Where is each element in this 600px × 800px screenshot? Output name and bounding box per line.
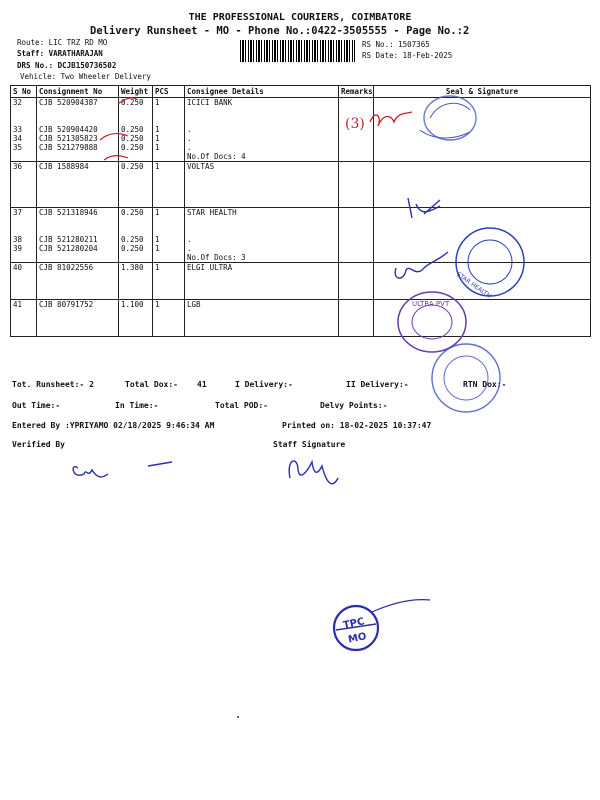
cell-weight: 0.250 xyxy=(119,235,153,244)
cell-pcs: 1 xyxy=(153,208,185,218)
icici-signature xyxy=(370,112,412,126)
out-time: Out Time:- xyxy=(12,401,61,410)
rs-number: RS No.: 1507365 xyxy=(362,40,430,49)
total-dox-value: 41 xyxy=(197,380,207,389)
cell-consignment: CJB 521279888 xyxy=(37,143,119,152)
cell-weight: 0.250 xyxy=(119,143,153,152)
cell-consignee: No.Of Docs: 3 xyxy=(185,253,339,263)
red-tick-mark xyxy=(104,156,128,160)
staff-signature-label: Staff Signature xyxy=(273,440,346,449)
cell-sno: 41 xyxy=(11,300,37,310)
staff-text: Staff: VARATHARAJAN xyxy=(17,49,103,58)
col-header-weight: Weight xyxy=(119,86,153,98)
cell-consignee: ICICI BANK xyxy=(185,98,339,108)
cell-sno: 34 xyxy=(11,134,37,143)
printed-on: Printed on: 18-02-2025 10:37:47 xyxy=(282,421,432,430)
verified-by-label: Verified By xyxy=(12,440,65,449)
cell-weight: 1.380 xyxy=(119,263,153,273)
cell-pcs: 1 xyxy=(153,300,185,310)
cell-consignee: . xyxy=(185,244,339,253)
cell-sno: 37 xyxy=(11,208,37,218)
verified-signature xyxy=(73,462,172,477)
cell-consignment: CJB 521305823 xyxy=(37,134,119,143)
rtn-dox: RTN Dox:- xyxy=(463,380,507,389)
cell-consignee: ELGI ULTRA xyxy=(185,263,339,273)
cell-consignee: LGB xyxy=(185,300,339,310)
star-health-stamp-inner xyxy=(468,240,512,284)
voltas-signature xyxy=(408,198,440,218)
cell-pcs: 1 xyxy=(153,143,185,152)
col-header-pcs: PCS xyxy=(153,86,185,98)
cell-weight: 0.250 xyxy=(119,244,153,253)
cell-pcs: 1 xyxy=(153,235,185,244)
lgb-stamp xyxy=(432,344,500,412)
cell-consignment: CJB 1588984 xyxy=(37,162,119,172)
col-header-consignee: Consignee Details xyxy=(185,86,339,98)
col-header-seal: Seal & Signature xyxy=(374,86,591,98)
company-title: THE PROFESSIONAL COURIERS, COIMBATORE xyxy=(188,12,412,23)
cell-sno: 35 xyxy=(11,143,37,152)
cell-weight: 1.100 xyxy=(119,300,153,310)
cell-consignee: . xyxy=(185,235,339,244)
icici-stamp-strokes xyxy=(420,103,470,138)
col-header-remarks: Remarks xyxy=(339,86,374,98)
cell-weight: 0.250 xyxy=(119,98,153,108)
star-health-signature xyxy=(395,252,448,278)
cell-consignee: . xyxy=(185,125,339,134)
cell-consignment: CJB 521280211 xyxy=(37,235,119,244)
cell-pcs: 1 xyxy=(153,263,185,273)
route-text: Route: LIC TRZ RD MO xyxy=(17,38,108,47)
cell-pcs: 1 xyxy=(153,125,185,134)
cell-sno: 36 xyxy=(11,162,37,172)
cell-weight: 0.250 xyxy=(119,162,153,172)
cell-consignment: CJB 520904420 xyxy=(37,125,119,134)
elgi-stamp-text: ULTRA PVT xyxy=(412,300,450,308)
lgb-stamp-inner xyxy=(444,356,488,400)
cell-consignment: CJB 80791752 xyxy=(37,300,119,310)
cell-consignee: STAR HEALTH xyxy=(185,208,339,218)
cell-pcs: 1 xyxy=(153,162,185,172)
cell-consignee: No.Of Docs: 4 xyxy=(185,152,339,162)
drs-number: DRS No.: DCJB150736502 xyxy=(17,61,117,70)
entered-by: Entered By :YPRIYAMO 02/18/2025 9:46:34 AM xyxy=(12,421,215,430)
total-pod: Total POD:- xyxy=(215,401,268,410)
cell-pcs: 1 xyxy=(153,134,185,143)
cell-consignee: VOLTAS xyxy=(185,162,339,172)
ii-delivery: II Delivery:- xyxy=(346,380,409,389)
cell-consignment: CJB 521318946 xyxy=(37,208,119,218)
speck-dot xyxy=(237,716,239,718)
cell-consignee: . xyxy=(185,134,339,143)
cell-consignment: CJB 520904387 xyxy=(37,98,119,108)
cell-pcs: 1 xyxy=(153,244,185,253)
col-header-sno: S No xyxy=(11,86,37,98)
cell-sno: 32 xyxy=(11,98,37,108)
cell-weight: 0.250 xyxy=(119,208,153,218)
star-health-stamp-text: STAR HEALTH xyxy=(455,271,493,300)
cell-sno: 38 xyxy=(11,235,37,244)
cell-sno: 40 xyxy=(11,263,37,273)
i-delivery: I Delivery:- xyxy=(235,380,293,389)
rs-date: RS Date: 18-Feb-2025 xyxy=(362,51,453,60)
cell-weight: 0.250 xyxy=(119,125,153,134)
cell-sno: 39 xyxy=(11,244,37,253)
delvy-points: Delvy Points:- xyxy=(320,401,388,410)
star-health-stamp xyxy=(456,228,524,296)
tpc-stamp-stroke xyxy=(372,600,430,612)
tpc-stamp-bottom-text: MO xyxy=(347,631,368,646)
tpc-stamp-top-text: TPC xyxy=(342,616,366,632)
cell-consignee: . xyxy=(185,143,339,152)
cell-pcs: 1 xyxy=(153,98,185,108)
in-time: In Time:- xyxy=(115,401,159,410)
cell-sno: 33 xyxy=(11,125,37,134)
elgi-stamp-inner xyxy=(412,305,452,339)
vehicle-text: Vehicle: Two Wheeler Delivery xyxy=(20,72,151,81)
staff-signature xyxy=(289,461,338,484)
remark-count-mark: (3) xyxy=(345,116,365,132)
runsheet-subtitle: Delivery Runsheet - MO - Phone No.:0422-3505555 - Page No.:2 xyxy=(90,25,470,37)
cell-consignment: CJB 81022556 xyxy=(37,263,119,273)
red-tick-mark xyxy=(118,98,138,104)
cell-consignment: CJB 521280204 xyxy=(37,244,119,253)
col-header-consignment: Consignment No xyxy=(37,86,119,98)
cell-weight: 0.250 xyxy=(119,134,153,143)
red-tick-mark xyxy=(100,134,128,140)
total-dox-label: Total Dox:- xyxy=(125,380,178,389)
tot-runsheet: Tot. Runsheet:- 2 xyxy=(12,380,94,389)
